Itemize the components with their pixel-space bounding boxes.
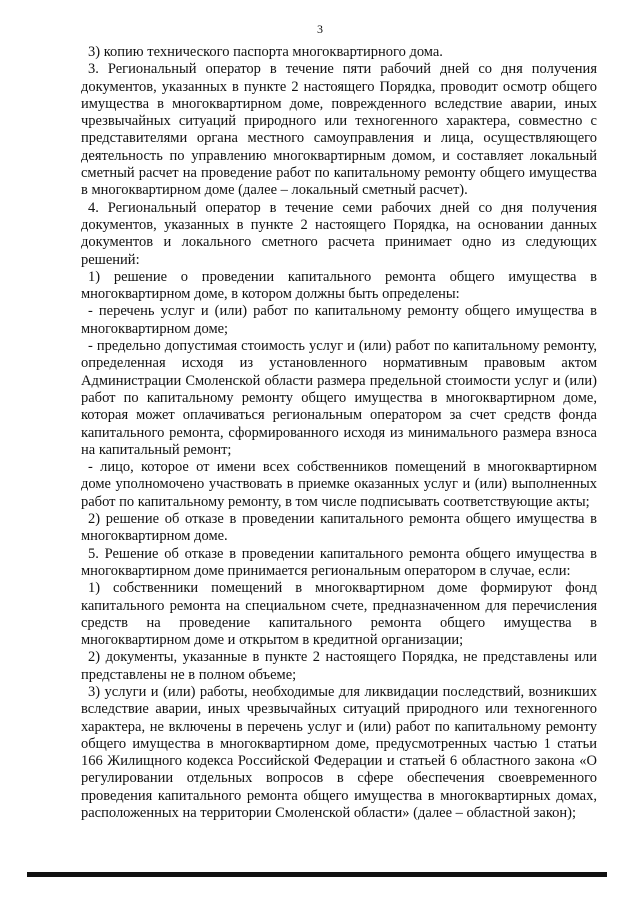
page-number: 3 <box>317 22 323 36</box>
document-body <box>81 44 597 822</box>
paragraph-clause-4-decision: 4. Региональный оператор в течение семи рабочих дней со дня получения документов, указанных в пункте 2 настоящего Порядка, на основании данных документов и локального сметного расчета принимает одно из следующих решений: <box>81 199 597 268</box>
paragraph-list-services: - перечень услуг и (или) работ по капитальному ремонту общего имущества в многоквартирном доме; <box>81 303 597 337</box>
paragraph-decision-1: 1) решение о проведении капитального ремонта общего имущества в многоквартирном доме, в котором должны быть определены: <box>81 268 597 303</box>
bottom-divider <box>27 872 607 877</box>
paragraph-clause-3-inspection: 3. Региональный оператор в течение пяти рабочий дней со дня получения документов, указанных в пункте 2 настоящего Порядка, проводит осмотр общего имущества в многоквартирном доме, поврежденного вследствие аварии, иных чрезвычайных ситуаций природного или техногенного характера, совместно с представителями органа местного самоуправления и лица, осуществляющего деятельность по управлению многоквартирным домом, и составляет локальный сметный расчет на проведение работ по капитальному ремонту общего имущества в многоквартирном доме (далее – локальный сметный расчет). <box>81 61 597 199</box>
paragraph-refusal-2: 2) документы, указанные в пункте 2 настоящего Порядка, не представлены или представлены не в полном объеме; <box>81 649 597 683</box>
paragraph-clause-5-refusal: 5. Решение об отказе в проведении капитального ремонта общего имущества в многоквартирном доме принимается региональным оператором в случае, если: <box>81 545 597 579</box>
paragraph-refusal-3: 3) услуги и (или) работы, необходимые для ликвидации последствий, возникших вследствие аварии, иных чрезвычайных ситуаций природного или техногенного характера, не включены в перечень услуг и (или) работ по капитальному ремонту общего имущества в многоквартирном доме, предусмотренных частью 1 статьи 166 Жилищного кодекса Российской Федерации и статьей 6 областного закона «О регулировании отдельных вопросов в сфере обеспечения своевременного проведения капитального ремонта общего имущества в многоквартирных домах, расположенных на территории Смоленской области» (далее – областной закон); <box>81 683 597 822</box>
paragraph-list-authorized-person: - лицо, которое от имени всех собственников помещений в многоквартирном доме уполномочено участвовать в приемке оказанных услуг и (или) выполненных работ по капитальному ремонту, в том числе подписывать соответствующие акты; <box>81 459 597 510</box>
paragraph-decision-2: 2) решение об отказе в проведении капитального ремонта общего имущества в многоквартирном доме. <box>81 511 597 545</box>
paragraph-list-max-cost: - предельно допустимая стоимость услуг и (или) работ по капитальному ремонту, определенная исходя из установленного нормативным правовым актом Администрации Смоленской области размера предельной стоимости услуг и (или) работ по капитальному ремонту общего имущества в многоквартирном доме, которая может оплачиваться региональным оператором за счет средств фонда капитального ремонта, сформированного исходя из минимального размера взноса на капитальный ремонт; <box>81 338 597 458</box>
paragraph-refusal-1: 1) собственники помещений в многоквартирном доме формируют фонд капитального ремонта на специальном счете, предназначенном для перечисления средств на проведение капитального ремонта общего имущества в многоквартирном доме и открытом в кредитной организации; <box>81 580 597 649</box>
paragraph-item-3-tech-passport: 3) копию технического паспорта многоквартирного дома. <box>88 44 443 60</box>
